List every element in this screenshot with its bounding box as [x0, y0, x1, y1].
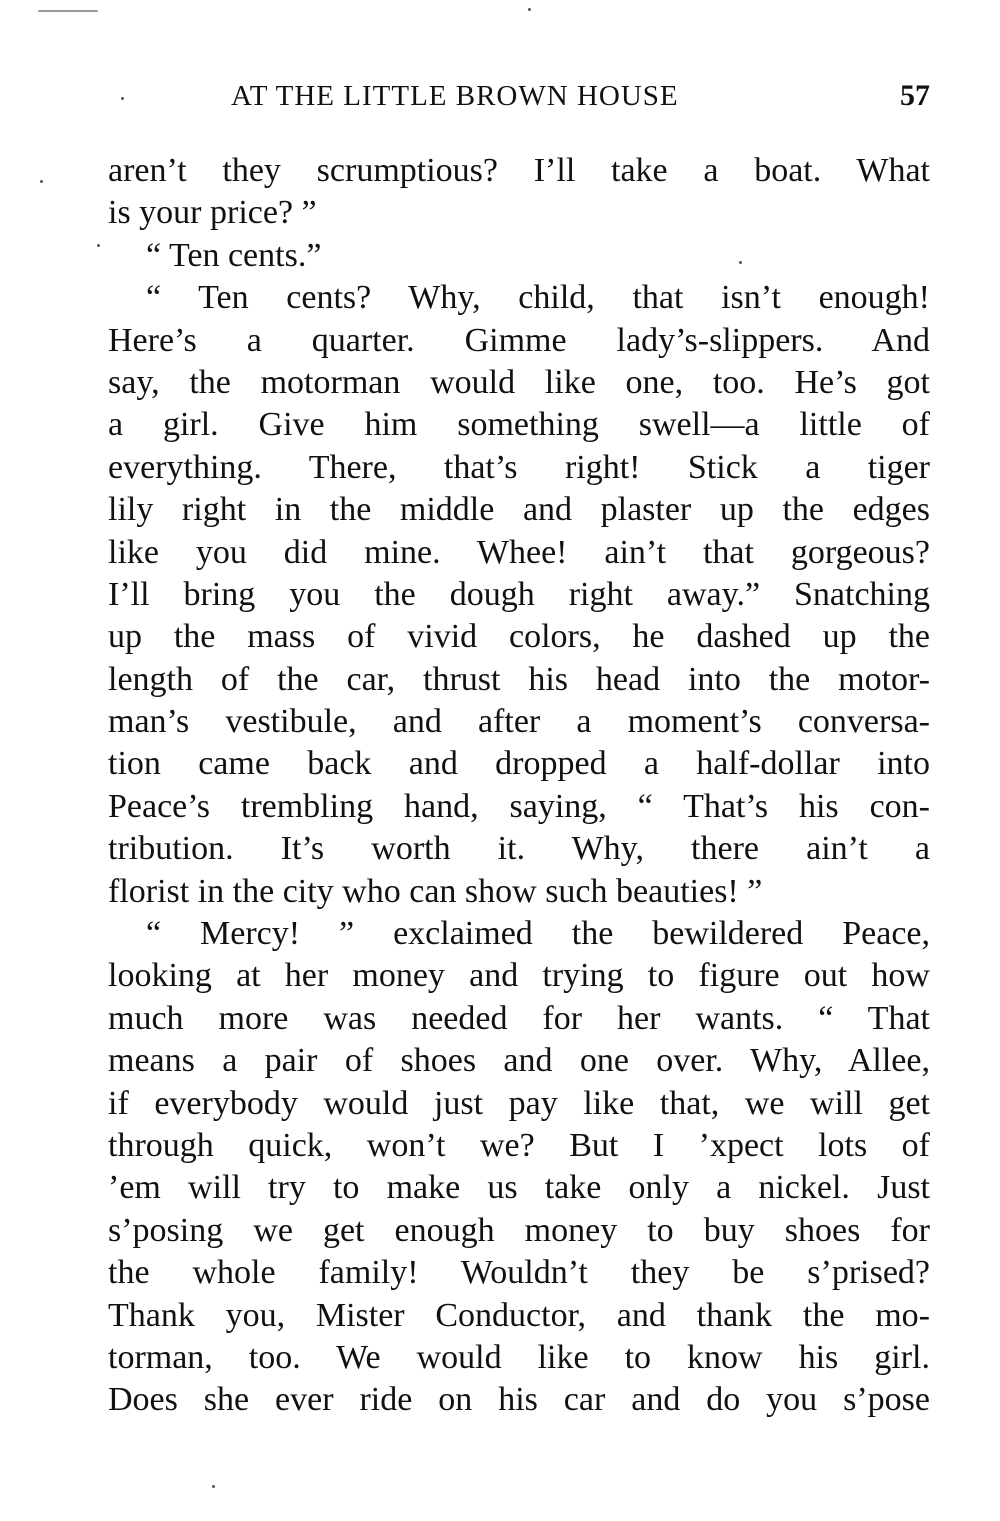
text-line: everything. There, that’s right! Stick a tiger — [108, 448, 930, 486]
text-line: aren’t they scrumptious? I’ll take a boat. What — [108, 152, 930, 189]
text-line: Peace’s trembling hand, saying, “ That’s his con- — [108, 787, 930, 825]
text-line: tribution. It’s worth it. Why, there ain’t a — [108, 830, 930, 868]
running-title: AT THE LITTLE BROWN HOUSE — [231, 80, 679, 112]
text-line: florist in the city who can show such beauties! ” — [108, 872, 763, 910]
text-line: Thank you, Mister Conductor, and thank the mo- — [108, 1296, 930, 1334]
text-line: through quick, won’t we? But I ’xpect lots of — [108, 1126, 930, 1164]
text-line: torman, too. We would like to know his girl. — [108, 1338, 930, 1376]
page-number: 57 — [900, 79, 930, 112]
text-line: means a pair of shoes and one over. Why, Allee, — [108, 1042, 930, 1080]
text-line: Here’s a quarter. Gimme lady’s-slippers. And — [108, 321, 930, 359]
text-line: the whole family! Wouldn’t they be s’prised? — [108, 1254, 930, 1292]
text-line: up the mass of vivid colors, he dashed up the — [108, 618, 930, 656]
text-line: say, the motorman would like one, too. He’s got — [108, 363, 930, 401]
running-head — [108, 76, 930, 120]
text-line: “ Ten cents.” — [146, 236, 322, 274]
text-line: tion came back and dropped a half-dollar into — [108, 745, 930, 783]
text-line: “ Mercy! ” exclaimed the bewildered Peace, — [146, 915, 930, 953]
text-line: is your price? ” — [108, 194, 317, 232]
text-line: like you did mine. Whee! ain’t that gorgeous? — [108, 533, 930, 571]
body-text — [108, 150, 930, 1422]
text-line: I’ll bring you the dough right away.” Snatching — [108, 575, 930, 613]
text-line: lily right in the middle and plaster up the edges — [108, 491, 930, 529]
text-line: man’s vestibule, and after a moment’s conversa- — [108, 703, 930, 741]
text-line: a girl. Give him something swell—a little of — [108, 406, 930, 444]
text-line: ’em will try to make us take only a nickel. Just — [108, 1169, 930, 1207]
text-line: “ Ten cents? Why, child, that isn’t enough! — [146, 279, 930, 317]
text-line: s’posing we get enough money to buy shoes for — [108, 1211, 930, 1249]
text-line: looking at her money and trying to figure out how — [108, 957, 930, 995]
text-line: length of the car, thrust his head into the motor- — [108, 660, 930, 698]
text-line: if everybody would just pay like that, we will get — [108, 1084, 930, 1122]
text-line: much more was needed for her wants. “ That — [108, 999, 930, 1037]
text-line: Does she ever ride on his car and do you s’pose — [108, 1381, 930, 1419]
